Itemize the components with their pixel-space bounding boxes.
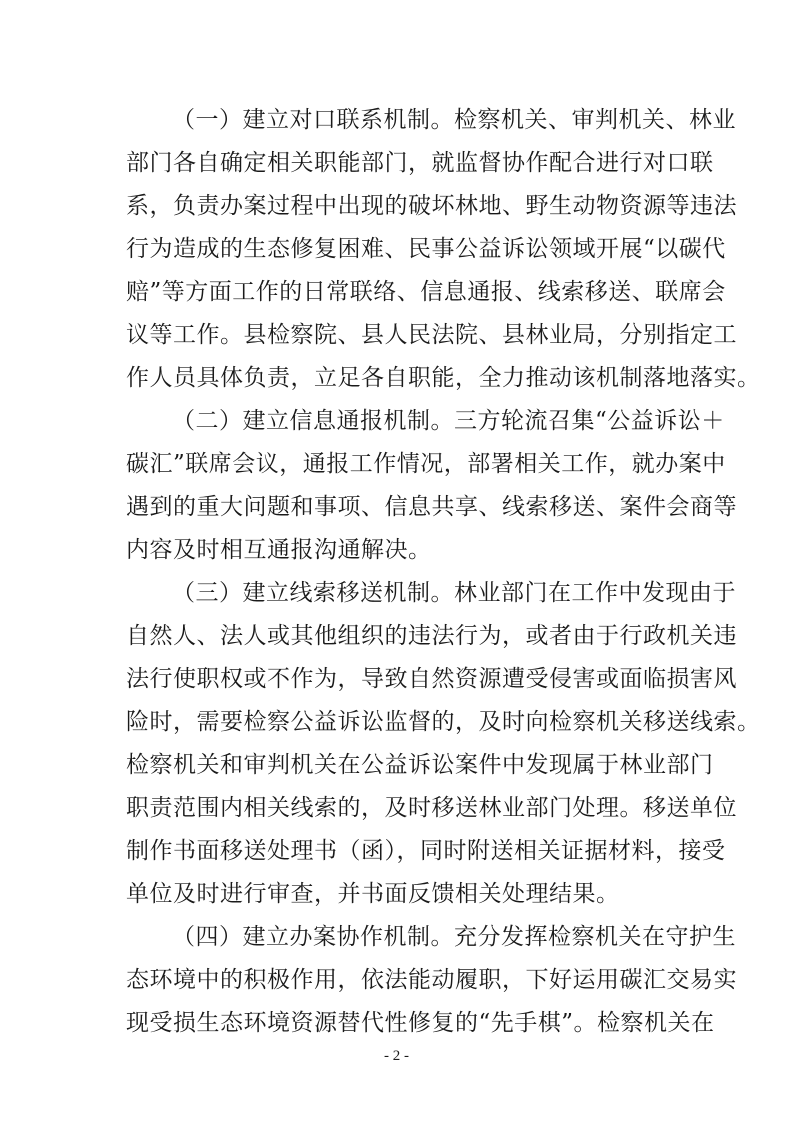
paragraph-3-line: 险时，需要检察公益诉讼监督的，及时向检察机关移送线索。	[126, 709, 761, 735]
paragraph-1-line: 赔”等方面工作的日常联络、信息通报、线索移送、联席会	[126, 279, 726, 305]
paragraph-3-line: 职责范围内相关线索的，及时移送林业部门处理。移送单位	[126, 795, 737, 821]
paragraph-2-line: 遇到的重大问题和事项、信息共享、线索移送、案件会商等	[126, 494, 737, 520]
paragraph-3-line: 自然人、法人或其他组织的违法行为，或者由于行政机关违	[126, 623, 737, 649]
paragraph-3-line: 法行使职权或不作为，导致自然资源遭受侵害或面临损害风	[126, 666, 737, 692]
page-number: - 2 -	[384, 1048, 409, 1064]
paragraph-3-line: 制作书面移送处理书（函），同时附送相关证据材料，接受	[126, 838, 726, 864]
paragraph-1-line: 作人员具体负责，立足各自职能，全力推动该机制落地落实。	[126, 365, 761, 391]
paragraph-3-heading-line: （三）建立线索移送机制。林业部门在工作中发现由于	[172, 580, 736, 606]
paragraph-1-heading-line: （一）建立对口联系机制。检察机关、审判机关、林业	[172, 107, 736, 133]
paragraph-4-line: 态环境中的积极作用，依法能动履职，下好运用碳汇交易实	[126, 967, 737, 993]
paragraph-1-line: 系，负责办案过程中出现的破坏林地、野生动物资源等违法	[126, 193, 737, 219]
paragraph-1-line: 行为造成的生态修复困难、民事公益诉讼领域开展“以碳代	[126, 236, 726, 262]
paragraph-4-line: 现受损生态环境资源替代性修复的“先手棋”。检察机关在	[126, 1010, 715, 1036]
paragraph-4-heading-line: （四）建立办案协作机制。充分发挥检察机关在守护生	[172, 924, 736, 950]
paragraph-2-last-line: 内容及时相互通报沟通解决。	[126, 537, 432, 563]
paragraph-3-line: 检察机关和审判机关在公益诉讼案件中发现属于林业部门	[126, 752, 714, 778]
paragraph-1-line: 议等工作。县检察院、县人民法院、县林业局，分别指定工	[126, 322, 737, 348]
paragraph-2-heading-line: （二）建立信息通报机制。三方轮流召集“公益诉讼＋	[172, 408, 725, 434]
paragraph-3-last-line: 单位及时进行审查，并书面反馈相关处理结果。	[126, 881, 620, 907]
paragraph-2-line: 碳汇”联席会议，通报工作情况，部署相关工作，就办案中	[126, 451, 726, 477]
paragraph-1-line: 部门各自确定相关职能部门，就监督协作配合进行对口联	[126, 150, 714, 176]
